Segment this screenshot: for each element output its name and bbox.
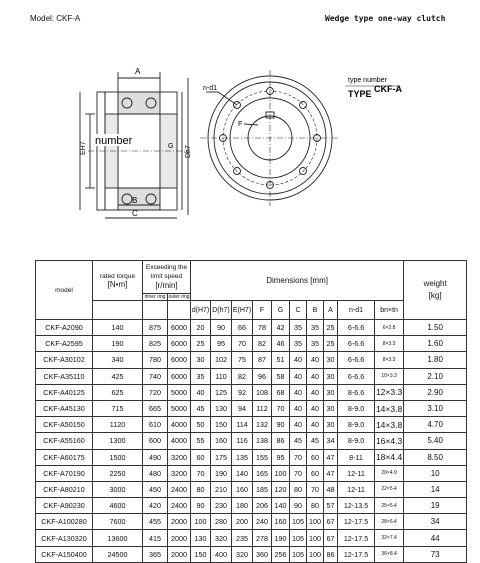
cell-D: 210 [211, 481, 232, 497]
cell-n-d1: 6-6.6 [338, 368, 375, 384]
cell-F: 240 [253, 514, 272, 530]
cell-d: 25 [191, 336, 211, 352]
cell-n-d1: 8-9.0 [338, 400, 375, 416]
cell-n-d1: 12-11 [338, 465, 375, 481]
spec-table-wrapper [35, 260, 446, 563]
label-B: B [132, 196, 138, 205]
table-row [36, 384, 467, 400]
th-rated-torque-label: rated torque [99, 272, 136, 280]
cell-weight: 8.50 [404, 449, 467, 465]
cell-rated-torque: 1500 [93, 449, 143, 465]
cell-weight: 73 [404, 546, 467, 562]
cell-weight: 1.50 [404, 320, 467, 336]
cell-D: 125 [211, 384, 232, 400]
cell-F: 360 [253, 546, 272, 562]
cell-bnxtn: 8×3.3 [375, 336, 404, 352]
th-speed-spacer-outer [168, 301, 191, 320]
cell-n-d1: 12-17.5 [338, 514, 375, 530]
cell-outer-speed: 6000 [168, 320, 191, 336]
cell-inner-speed: 490 [143, 449, 168, 465]
cell-E: 94 [232, 400, 253, 416]
cell-A: 30 [324, 384, 338, 400]
cell-D: 95 [211, 336, 232, 352]
th-bnxtn: bn×tn [375, 301, 404, 320]
cell-E: 160 [232, 481, 253, 497]
th-weight-unit: [kg] [428, 291, 442, 300]
cell-D: 400 [211, 546, 232, 562]
cell-outer-speed: 6000 [168, 352, 191, 368]
cell-A: 34 [324, 433, 338, 449]
cell-B: 40 [307, 400, 324, 416]
cell-outer-speed: 5000 [168, 400, 191, 416]
cell-G: 70 [272, 400, 290, 416]
cell-G: 160 [272, 514, 290, 530]
table-row [36, 530, 467, 546]
cell-A: 25 [324, 320, 338, 336]
type-number-label: type number [348, 77, 387, 84]
cell-n-d1: 6-6.6 [338, 336, 375, 352]
th-inner-ring: inner ring [143, 294, 168, 301]
cell-B: 40 [307, 384, 324, 400]
cell-rated-torque: 140 [93, 320, 143, 336]
cell-A: 67 [324, 530, 338, 546]
cell-outer-speed: 4000 [168, 433, 191, 449]
cell-D: 102 [211, 352, 232, 368]
th-dimensions: Dimensions [mm] [191, 261, 404, 301]
cell-inner-speed: 665 [143, 400, 168, 416]
cell-model: CKF-A150400 [36, 546, 93, 562]
cell-rated-torque: 13600 [93, 530, 143, 546]
cell-model: CKF-A90230 [36, 498, 93, 514]
cell-outer-speed: 5000 [168, 384, 191, 400]
cell-n-d1: 12-17.5 [338, 546, 375, 562]
cell-weight: 3.10 [404, 400, 467, 416]
th-weight-label: weight [423, 279, 447, 288]
table-row [36, 465, 467, 481]
th-F: F [253, 301, 272, 320]
th-rated-torque [93, 261, 143, 301]
cell-G: 140 [272, 498, 290, 514]
cell-E: 116 [232, 433, 253, 449]
cell-bnxtn: 18×4.4 [375, 449, 404, 465]
cell-C: 105 [290, 546, 307, 562]
cell-C: 90 [290, 498, 307, 514]
cell-rated-torque: 1300 [93, 433, 143, 449]
th-rated-torque-spacer [93, 301, 143, 320]
cell-A: 30 [324, 400, 338, 416]
cell-outer-speed: 2400 [168, 498, 191, 514]
cell-weight: 34 [404, 514, 467, 530]
cell-rated-torque: 2250 [93, 465, 143, 481]
cell-outer-speed: 6000 [168, 368, 191, 384]
cell-n-d1: 8-9.0 [338, 417, 375, 433]
cell-model: CKF-A70190 [36, 465, 93, 481]
cell-rated-torque: 190 [93, 336, 143, 352]
cell-weight: 44 [404, 530, 467, 546]
cell-model: CKF-A45130 [36, 400, 93, 416]
cell-model: CKF-A80210 [36, 481, 93, 497]
cell-model: CKF-A55160 [36, 433, 93, 449]
cell-inner-speed: 415 [143, 530, 168, 546]
cell-weight: 1.80 [404, 352, 467, 368]
cell-inner-speed: 720 [143, 384, 168, 400]
cell-A: 48 [324, 481, 338, 497]
cell-weight: 2.10 [404, 368, 467, 384]
cell-C: 105 [290, 530, 307, 546]
cell-inner-speed: 365 [143, 546, 168, 562]
cell-n-d1: 6-6.6 [338, 320, 375, 336]
cell-outer-speed: 3200 [168, 465, 191, 481]
cell-F: 108 [253, 384, 272, 400]
cell-B: 100 [307, 530, 324, 546]
th-nd1: n-d1 [338, 301, 375, 320]
cell-B: 100 [307, 546, 324, 562]
cell-weight: 10 [404, 465, 467, 481]
spec-table-body [36, 320, 467, 563]
cell-D: 175 [211, 449, 232, 465]
cell-B: 80 [307, 498, 324, 514]
label-n-d1: n-d1 [203, 85, 218, 92]
cell-D: 280 [211, 514, 232, 530]
cell-outer-speed: 2400 [168, 481, 191, 497]
cell-F: 278 [253, 530, 272, 546]
table-row [36, 433, 467, 449]
cell-F: 96 [253, 368, 272, 384]
cell-outer-speed: 2000 [168, 546, 191, 562]
cell-outer-speed: 4000 [168, 417, 191, 433]
cell-inner-speed: 780 [143, 352, 168, 368]
cell-G: 46 [272, 336, 290, 352]
cell-C: 40 [290, 368, 307, 384]
cell-E: 92 [232, 384, 253, 400]
cell-E: 75 [232, 352, 253, 368]
cell-C: 45 [290, 433, 307, 449]
cell-inner-speed: 740 [143, 368, 168, 384]
th-A: A [324, 301, 338, 320]
cell-C: 70 [290, 449, 307, 465]
cell-bnxtn: 20×4.9 [375, 465, 404, 481]
header-model: Model: CKF-A [30, 14, 81, 23]
cell-inner-speed: 610 [143, 417, 168, 433]
cell-bnxtn: 14×3.8 [375, 417, 404, 433]
cell-inner-speed: 825 [143, 336, 168, 352]
header-title: Wedge type one-way clutch [325, 14, 446, 23]
th-outer-ring: outer ring [168, 294, 190, 300]
cell-E: 135 [232, 449, 253, 465]
cell-F: 185 [253, 481, 272, 497]
cell-F: 78 [253, 320, 272, 336]
label-Dh7: Dh7 [185, 145, 192, 158]
cell-outer-speed: 2000 [168, 530, 191, 546]
cell-inner-speed: 455 [143, 514, 168, 530]
cell-E: 70 [232, 336, 253, 352]
table-row [36, 336, 467, 352]
cell-inner-speed: 600 [143, 433, 168, 449]
cell-C: 40 [290, 400, 307, 416]
table-row [36, 498, 467, 514]
cell-F: 112 [253, 400, 272, 416]
cell-inner-speed: 450 [143, 481, 168, 497]
table-row [36, 352, 467, 368]
cell-D: 130 [211, 400, 232, 416]
cell-G: 100 [272, 465, 290, 481]
cell-d: 35 [191, 368, 211, 384]
cell-bnxtn: 12×3.3 [375, 384, 404, 400]
cell-bnxtn: 28×6.4 [375, 514, 404, 530]
technical-drawing [0, 0, 480, 255]
cell-A: 30 [324, 368, 338, 384]
cell-E: 235 [232, 530, 253, 546]
cell-d: 70 [191, 465, 211, 481]
th-weight [404, 261, 467, 320]
cell-D: 190 [211, 465, 232, 481]
cell-rated-torque: 4600 [93, 498, 143, 514]
cell-d: 55 [191, 433, 211, 449]
cell-rated-torque: 3000 [93, 481, 143, 497]
th-torque-unit: [N•m] [107, 279, 128, 289]
cell-D: 230 [211, 498, 232, 514]
cell-weight: 1.60 [404, 336, 467, 352]
cell-B: 100 [307, 514, 324, 530]
cell-bnxtn: 32×7.4 [375, 530, 404, 546]
th-speed-label: Exceeding the limit speed [145, 264, 188, 280]
cell-E: 180 [232, 498, 253, 514]
cell-B: 40 [307, 368, 324, 384]
cell-bnxtn: 6×2.8 [375, 320, 404, 336]
cell-n-d1: 8-9.0 [338, 433, 375, 449]
cell-model: CKF-A2090 [36, 320, 93, 336]
cell-G: 58 [272, 368, 290, 384]
cell-weight: 14 [404, 481, 467, 497]
cell-G: 86 [272, 433, 290, 449]
th-B: B [307, 301, 324, 320]
cell-outer-speed: 6000 [168, 336, 191, 352]
cell-d: 60 [191, 449, 211, 465]
cell-E: 114 [232, 417, 253, 433]
cell-F: 206 [253, 498, 272, 514]
cell-rated-torque: 1120 [93, 417, 143, 433]
cell-G: 90 [272, 417, 290, 433]
cell-B: 60 [307, 449, 324, 465]
cell-d: 150 [191, 546, 211, 562]
cell-model: CKF-A30102 [36, 352, 93, 368]
cell-model: CKF-A35110 [36, 368, 93, 384]
cell-bnxtn: 25×5.4 [375, 498, 404, 514]
cell-G: 120 [272, 481, 290, 497]
cell-rated-torque: 425 [93, 368, 143, 384]
cell-B: 35 [307, 336, 324, 352]
cell-n-d1: 8-6.6 [338, 384, 375, 400]
cell-A: 25 [324, 336, 338, 352]
cell-bnxtn: 16×4.3 [375, 433, 404, 449]
cell-n-d1: 12-11 [338, 481, 375, 497]
cell-C: 70 [290, 465, 307, 481]
label-F: F [238, 121, 243, 128]
cell-outer-speed: 2000 [168, 514, 191, 530]
cell-G: 95 [272, 449, 290, 465]
cell-weight: 4.70 [404, 417, 467, 433]
cell-B: 45 [307, 433, 324, 449]
cell-B: 35 [307, 320, 324, 336]
cell-model: CKF-A2595 [36, 336, 93, 352]
cell-rated-torque: 24500 [93, 546, 143, 562]
cell-model: CKF-A130320 [36, 530, 93, 546]
table-row [36, 417, 467, 433]
number-label: number [95, 135, 133, 147]
cell-G: 42 [272, 320, 290, 336]
cell-C: 80 [290, 481, 307, 497]
label-EH7: EH7 [80, 141, 87, 155]
cell-F: 138 [253, 433, 272, 449]
cell-weight: 2.90 [404, 384, 467, 400]
cell-E: 82 [232, 368, 253, 384]
cell-A: 30 [324, 352, 338, 368]
th-d: d(H7) [191, 301, 211, 320]
cell-B: 40 [307, 352, 324, 368]
cell-G: 51 [272, 352, 290, 368]
cell-n-d1: 12-17.5 [338, 530, 375, 546]
front-view [200, 70, 340, 206]
cell-bnxtn: 8×3.3 [375, 352, 404, 368]
table-row [36, 320, 467, 336]
th-C: C [290, 301, 307, 320]
cell-weight: 5.40 [404, 433, 467, 449]
cell-D: 90 [211, 320, 232, 336]
cell-D: 150 [211, 417, 232, 433]
table-row [36, 400, 467, 416]
cell-A: 86 [324, 546, 338, 562]
cell-bnxtn: 10×3.3 [375, 368, 404, 384]
cell-d: 30 [191, 352, 211, 368]
cell-n-d1: 8-11 [338, 449, 375, 465]
th-model: model [36, 261, 93, 320]
cell-E: 320 [232, 546, 253, 562]
cell-rated-torque: 7600 [93, 514, 143, 530]
cell-model: CKF-A100280 [36, 514, 93, 530]
cell-F: 165 [253, 465, 272, 481]
cell-G: 68 [272, 384, 290, 400]
label-C: C [132, 209, 138, 218]
cell-D: 320 [211, 530, 232, 546]
cell-A: 57 [324, 498, 338, 514]
label-A: A [135, 67, 141, 76]
cell-C: 40 [290, 352, 307, 368]
th-speed-group [143, 261, 191, 294]
cell-d: 130 [191, 530, 211, 546]
cell-A: 47 [324, 449, 338, 465]
cell-model: CKF-A50150 [36, 417, 93, 433]
th-speed-unit: [r/min] [155, 281, 178, 290]
cell-A: 67 [324, 514, 338, 530]
cell-n-d1: 6-6.6 [338, 352, 375, 368]
cell-d: 20 [191, 320, 211, 336]
cell-F: 87 [253, 352, 272, 368]
label-G: G [168, 143, 174, 150]
cell-D: 160 [211, 433, 232, 449]
cell-A: 30 [324, 417, 338, 433]
cell-inner-speed: 480 [143, 465, 168, 481]
cell-d: 80 [191, 481, 211, 497]
cell-C: 40 [290, 417, 307, 433]
th-D: D(h7) [211, 301, 232, 320]
table-row [36, 514, 467, 530]
cell-bnxtn: 36×8.4 [375, 546, 404, 562]
table-row [36, 546, 467, 562]
cell-E: 66 [232, 320, 253, 336]
cell-d: 100 [191, 514, 211, 530]
th-speed-spacer-inner [143, 301, 168, 320]
cell-G: 190 [272, 530, 290, 546]
spec-table [35, 260, 467, 563]
th-E: E(H7) [232, 301, 253, 320]
cell-inner-speed: 420 [143, 498, 168, 514]
cell-bnxtn: 22×5.4 [375, 481, 404, 497]
cell-rated-torque: 715 [93, 400, 143, 416]
cell-d: 40 [191, 384, 211, 400]
cell-B: 40 [307, 417, 324, 433]
cell-C: 105 [290, 514, 307, 530]
cell-d: 50 [191, 417, 211, 433]
cell-bnxtn: 14×3.8 [375, 400, 404, 416]
cell-inner-speed: 875 [143, 320, 168, 336]
cell-C: 40 [290, 384, 307, 400]
type-value: CKF-A [374, 84, 402, 94]
cell-d: 90 [191, 498, 211, 514]
cell-model: CKF-A40125 [36, 384, 93, 400]
type-label: TYPE [348, 89, 372, 99]
cell-F: 155 [253, 449, 272, 465]
cell-B: 70 [307, 481, 324, 497]
cell-C: 35 [290, 336, 307, 352]
cell-rated-torque: 625 [93, 384, 143, 400]
cell-F: 132 [253, 417, 272, 433]
cell-d: 45 [191, 400, 211, 416]
cell-F: 82 [253, 336, 272, 352]
table-row [36, 481, 467, 497]
cell-weight: 19 [404, 498, 467, 514]
cell-A: 47 [324, 465, 338, 481]
cell-rated-torque: 340 [93, 352, 143, 368]
cell-model: CKF-A60175 [36, 449, 93, 465]
cell-G: 256 [272, 546, 290, 562]
cell-n-d1: 12-13.5 [338, 498, 375, 514]
cell-C: 35 [290, 320, 307, 336]
cell-B: 60 [307, 465, 324, 481]
cell-outer-speed: 3200 [168, 449, 191, 465]
table-row [36, 449, 467, 465]
th-G: G [272, 301, 290, 320]
cell-E: 200 [232, 514, 253, 530]
table-row [36, 368, 467, 384]
cell-D: 110 [211, 368, 232, 384]
cell-E: 140 [232, 465, 253, 481]
